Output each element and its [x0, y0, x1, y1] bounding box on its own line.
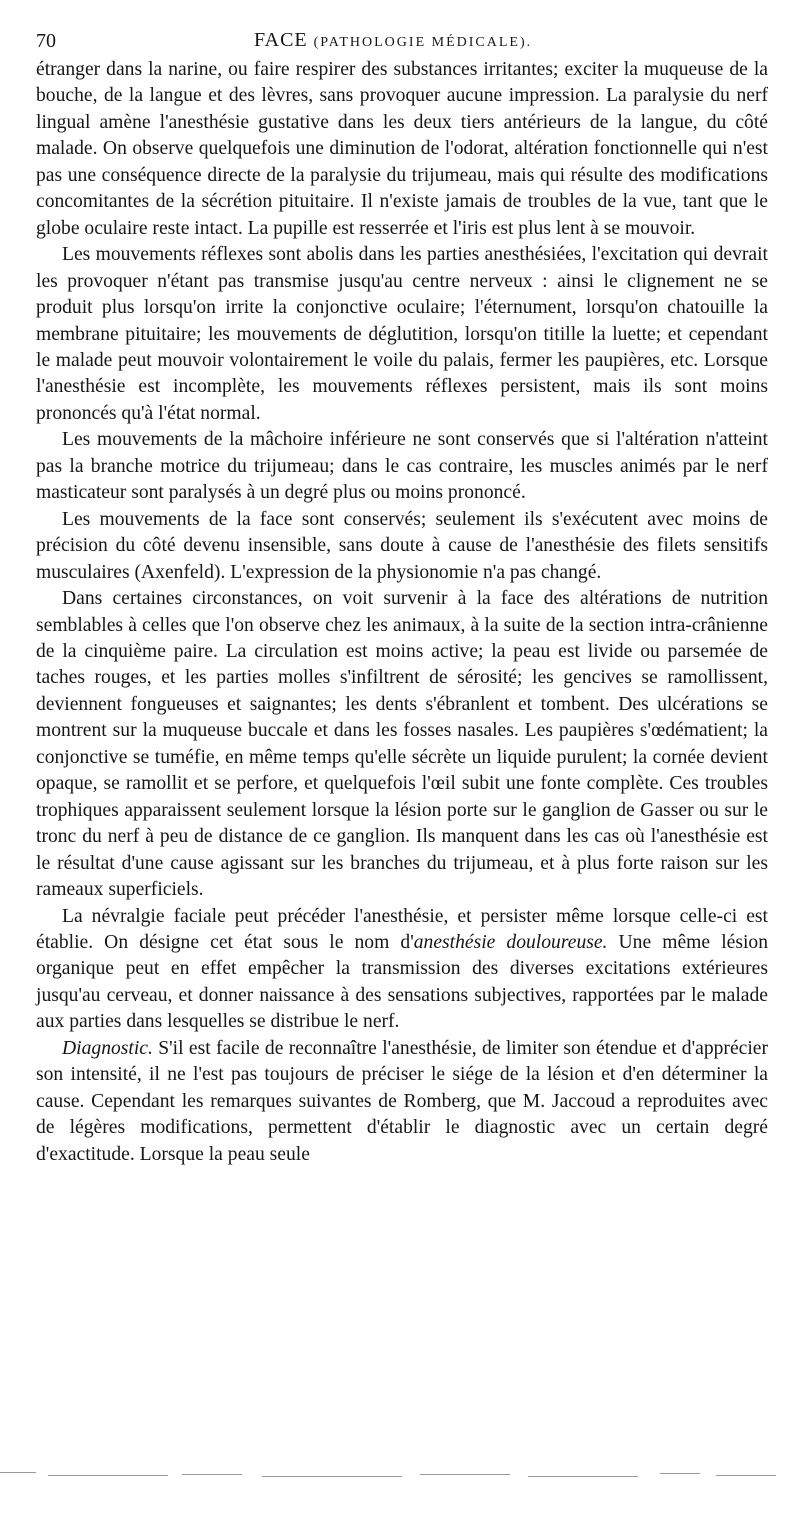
diagnostic-text: S'il est facile de reconnaître l'anesthésie, de limiter son étendue et d'apprécier son intensité, il ne l'est pas toujours de préciser le siége de la lésion et d'en déterminer la cause. Cependant les remarques suivantes de Romberg, que M. Jaccoud a reproduites avec de légères modifications, permettent d'établir le diagnostic avec un certain degré d'exactitude. Lorsque la peau seule	[36, 1037, 768, 1165]
page-header	[36, 0, 768, 52]
painful-anesthesia-term: anesthésie douloureuse.	[413, 931, 608, 953]
paragraph-trophic-changes: Dans certaines circonstances, on voit survenir à la face des altérations de nutrition semblables à celles que l'on observe chez les animaux, à la suite de la section intra-crânienne de la cinquième paire. La circulation est moins active; la peau est livide ou parsemée de taches rouges, et les parties molles s'infiltrent de sérosité; les gencives se ramollissent, deviennent fongueuses et saignantes; les dents s'ébranlent et tombent. Des ulcérations se montrent sur la muqueuse buccale et dans les fosses nasales. Les paupières s'œdématient; la conjonctive se tuméfie, en même temps qu'elle sécrète un liquide purulent; la cornée devient opaque, se ramollit et se perfore, et quelquefois l'œil subit une fonte complète. Ces troubles trophiques apparaissent seulement lorsque la lésion porte sur le ganglion de Gasser ou sur le tronc du nerf à peu de distance de ce ganglion. Ils manquent dans les cas où l'anesthésie est le résultat d'une cause agissant sur les branches du trijumeau, et à plus forte raison sur les rameaux superficiels.	[36, 588, 768, 901]
running-title-subtitle: (PATHOLOGIE MÉDICALE).	[313, 35, 533, 50]
scan-artifact-line	[0, 1472, 800, 1480]
painful-anesthesia-text-before: La névralgie faciale peut précéder l'anesthésie, et persister même lorsque celle-ci est établie. On désigne cet état sous le nom d'	[36, 905, 768, 953]
paragraph-painful-anesthesia	[36, 904, 768, 1036]
diagnostic-heading: Diagnostic.	[62, 1037, 153, 1059]
paragraph-reflexes: Les mouvements réflexes sont abolis dans les parties anesthésiées, l'excitation qui devrait les provoquer n'étant pas transmise jusqu'au centre nerveux : ainsi le clignement ne se produit plus lorsqu'on irrite la conjonctive oculaire; l'éternument, lorsqu'on chatouille la membrane pituitaire; les mouvements de déglutition, lorsqu'on titille la luette; et cependant le malade peut mouvoir volontairement le voile du palais, fermer les paupières, etc. Lorsque l'anesthésie est incomplète, les mouvements réflexes persistent, mais ils sont moins prononcés qu'à l'état normal.	[36, 244, 768, 424]
paragraph-face-movements: Les mouvements de la face sont conservés; seulement ils s'exécutent avec moins de précision du côté devenu insensible, sans doute à cause de l'anesthésie des filets sensitifs musculaires (Axenfeld). L'expression de la physionomie n'a pas changé.	[36, 508, 768, 583]
book-page	[36, 0, 768, 1518]
paragraph-jaw-movements: Les mouvements de la mâchoire inférieure ne sont conservés que si l'altération n'atteint pas la branche motrice du trijumeau; dans le cas contraire, les muscles animés par le nerf masticateur sont paralysés à un degré plus ou moins prononcé.	[36, 429, 768, 504]
body-text	[36, 57, 768, 1168]
running-title	[254, 29, 532, 52]
paragraph-continuation: étranger dans la narine, ou faire respirer des substances irritantes; exciter la muqueuse de la bouche, de la langue et des lèvres, sans provoquer aucune impression. La paralysie du nerf lingual amène l'anesthésie gustative dans les deux tiers antérieurs de la langue, du côté malade. On observe quelquefois une diminution de l'odorat, altération fonctionnelle qui n'est pas une conséquence directe de la paralysie du trijumeau, mais qui résulte des modifications concomitantes de la sécrétion pituitaire. Il n'existe jamais de troubles de la vue, tant que le globe oculaire reste intact. La pupille est resserrée et l'iris est plus lent à se mouvoir.	[36, 59, 768, 239]
painful-anesthesia-text-after: Une même lésion organique peut en effet empêcher la transmission des diverses excitations extérieures jusqu'au cerveau, et donner naissance à des sensations subjectives, rapportées par le malade aux parties dans lesquelles se distribue le nerf.	[36, 931, 768, 1033]
running-title-main: FACE	[254, 29, 308, 51]
paragraph-diagnostic	[36, 1036, 768, 1168]
page-number: 70	[36, 30, 56, 52]
